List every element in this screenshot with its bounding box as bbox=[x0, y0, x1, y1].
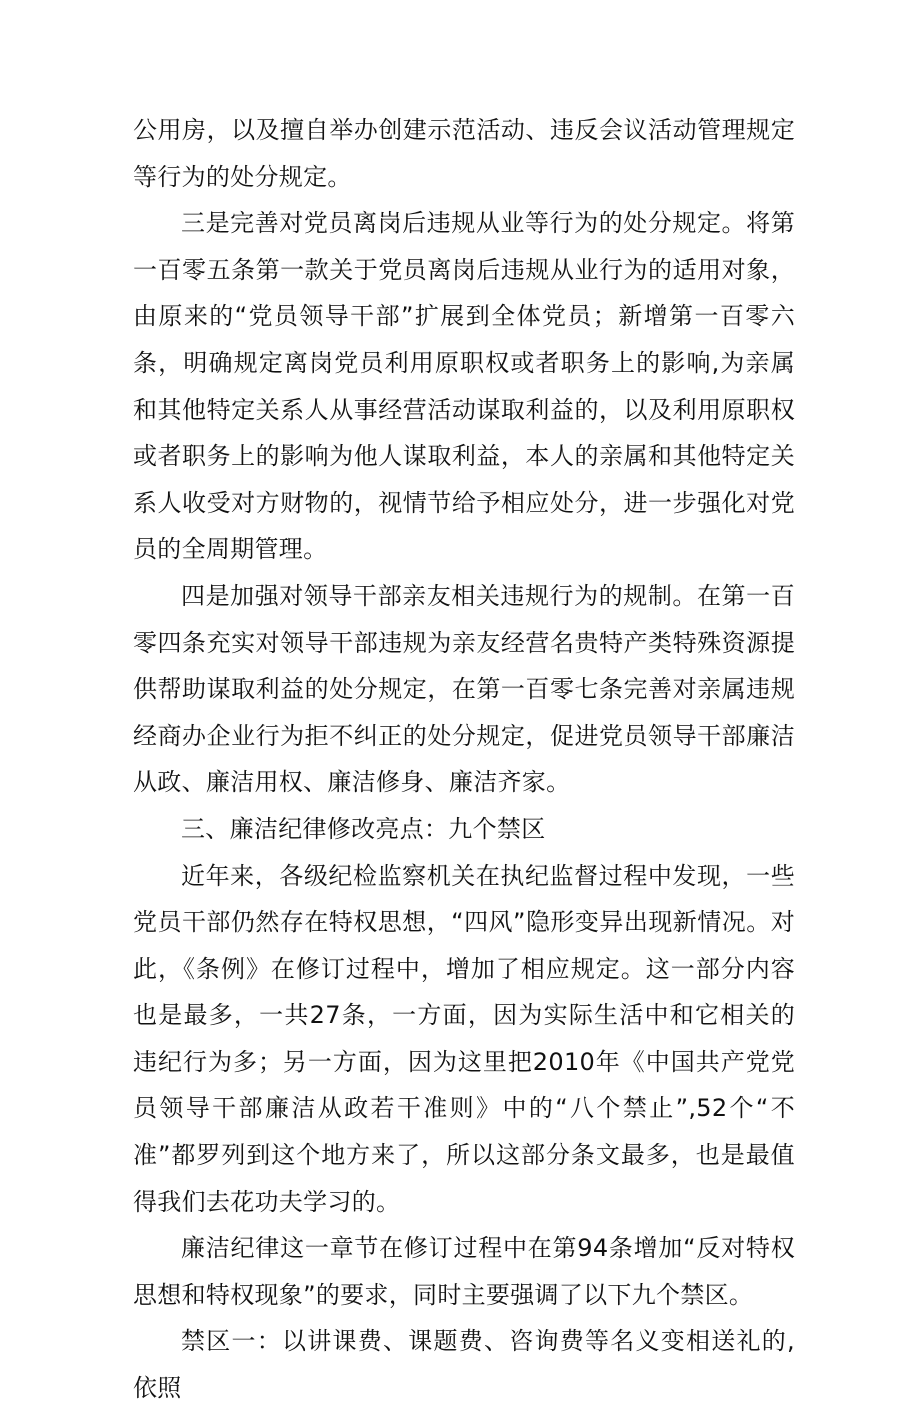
paragraph-item-four: 四是加强对领导干部亲友相关违规行为的规制。在第一百零四条充实对领导干部违规为亲友经营名贵特产类特殊资源提供帮助谋取利益的处分规定，在第一百零七条完善对亲属违规经商办企业行为拒不纠正的处分规定，促进党员领导干部廉洁从政、廉洁用权、廉洁修身、廉洁齐家。 bbox=[133, 581, 795, 797]
document-page bbox=[133, 107, 795, 1412]
paragraph-summary: 廉洁纪律这一章节在修订过程中在第94条增加“反对特权思想和特权现象”的要求，同时主要强调了以下九个禁区。 bbox=[133, 1234, 795, 1309]
paragraph-continuation: 公用房，以及擅自举办创建示范活动、违反会议活动管理规定等行为的处分规定。 bbox=[133, 116, 795, 191]
paragraph-zone-one: 禁区一：以讲课费、课题费、咨询费等名义变相送礼的,依照 bbox=[133, 1327, 795, 1403]
paragraph-item-three: 三是完善对党员离岗后违规从业等行为的处分规定。将第一百零五条第一款关于党员离岗后违规从业行为的适用对象，由原来的“党员领导干部”扩展到全体党员；新增第一百零六条，明确规定离岗党员利用原职权或者职务上的影响,为亲属和其他特定关系人从事经营活动谋取利益的，以及利用原职权或者职务上的影响为他人谋取利益，本人的亲属和其他特定关系人收受对方财物的，视情节给予相应处分，进一步强化对党员的全周期管理。 bbox=[133, 209, 795, 564]
section-heading: 三、廉洁纪律修改亮点：九个禁区 bbox=[181, 814, 546, 843]
paragraph-background: 近年来，各级纪检监察机关在执纪监督过程中发现，一些党员干部仍然存在特权思想，“四风”隐形变异出现新情况。对此，《条例》在修订过程中，增加了相应规定。这一部分内容也是最多，一共27条，一方面，因为实际生活中和它相关的违纪行为多；另一方面，因为这里把2010年《中国共产党党员领导干部廉洁从政若干准则》中的“八个禁止”,52个“不准”都罗列到这个地方来了，所以这部分条文最多，也是最值得我们去花功夫学习的。 bbox=[133, 861, 795, 1216]
